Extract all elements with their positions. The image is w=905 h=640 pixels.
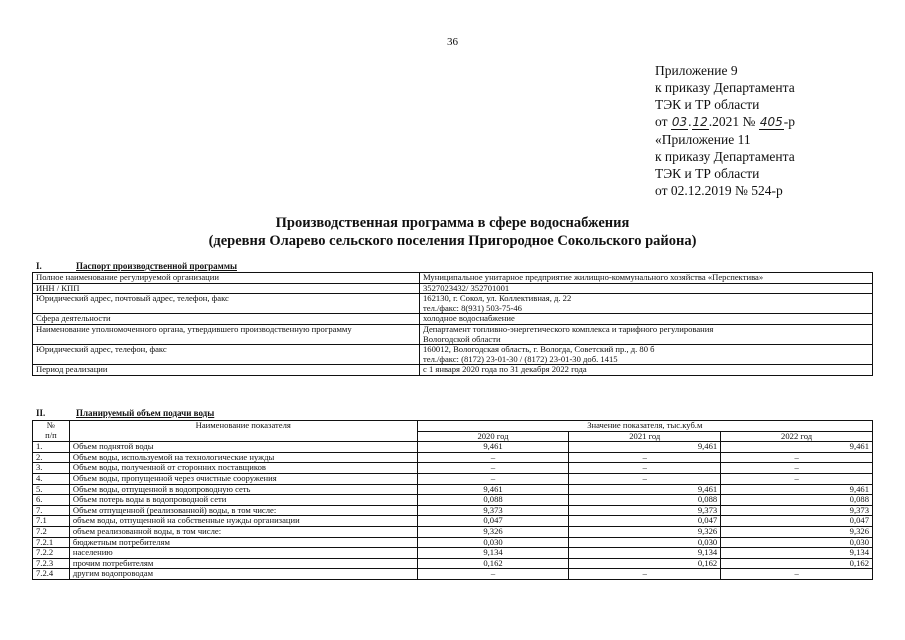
- row-number: 2.: [33, 452, 70, 463]
- value-2021: –: [569, 463, 721, 474]
- table-row: [33, 569, 873, 580]
- value-2021: –: [569, 452, 721, 463]
- row-name: Объем поднятой воды: [69, 442, 417, 453]
- value-2021: 0,030: [569, 537, 721, 548]
- row-number: 4.: [33, 473, 70, 484]
- passport-value: холодное водоснабжение: [423, 313, 515, 324]
- table-row: [33, 516, 873, 527]
- value-2022: –: [721, 473, 873, 484]
- value-2020: 9,134: [417, 548, 569, 559]
- value-2021: 9,461: [569, 442, 721, 453]
- value-2020: 0,162: [417, 558, 569, 569]
- value-2020: –: [417, 569, 569, 580]
- passport-key: Юридический адрес, телефон, факс: [33, 345, 420, 365]
- row-number: 1.: [33, 442, 70, 453]
- passport-value: Муниципальное унитарное предприятие жилищно-коммунального хозяйства «Перспектива»: [423, 272, 764, 282]
- value-2021: 0,047: [569, 516, 721, 527]
- value-2022: 9,326: [721, 526, 873, 537]
- passport-value-cell: [420, 273, 873, 284]
- passport-value: Департамент топливно-энергетического комплекса и тарифного регулирования: [423, 324, 714, 334]
- value-2020: 9,461: [417, 484, 569, 495]
- table-row: [33, 283, 873, 294]
- value-2020: 9,373: [417, 505, 569, 516]
- row-number: 7.1: [33, 516, 70, 527]
- passport-key: Сфера деятельности: [33, 314, 420, 325]
- passport-value-cell: [420, 294, 873, 314]
- row-number: 7.2.4: [33, 569, 70, 580]
- appendix-line: от 02.12.2019 № 524-р: [655, 183, 783, 198]
- value-2020: 0,088: [417, 495, 569, 506]
- table-row: [33, 294, 873, 314]
- appendix-year: .2021 №: [708, 114, 756, 129]
- value-2022: 9,461: [721, 442, 873, 453]
- row-name: другим водопроводам: [69, 569, 417, 580]
- table-row: [33, 473, 873, 484]
- table-row: [33, 442, 873, 453]
- value-2020: 9,326: [417, 526, 569, 537]
- value-2022: 9,134: [721, 548, 873, 559]
- page-number: 36: [447, 36, 458, 48]
- value-2021: 9,461: [569, 484, 721, 495]
- appendix-line: к приказу Департамента: [655, 80, 795, 95]
- value-2022: –: [721, 452, 873, 463]
- passport-value: с 1 января 2020 года по 31 декабря 2022 года: [423, 364, 587, 375]
- header-year-2021: 2021 год: [569, 431, 721, 442]
- row-number: 6.: [33, 495, 70, 506]
- passport-value: 160012, Вологодская область, г. Вологда, Советский пр., д. 80 б: [423, 344, 655, 355]
- section-title: Паспорт производственной программы: [76, 261, 237, 271]
- table-row: [33, 345, 873, 365]
- appendix-line: «Приложение 11: [655, 132, 751, 147]
- value-2021: –: [569, 473, 721, 484]
- passport-key: Период реализации: [33, 365, 420, 376]
- table-row: [33, 495, 873, 506]
- row-name: Объем потерь воды в водопроводной сети: [69, 495, 417, 506]
- value-2021: –: [569, 569, 721, 580]
- appendix-line: ТЭК и ТР области: [655, 97, 760, 112]
- row-name: Объем воды, используемой на технологические нужды: [69, 452, 417, 463]
- passport-value-line2: Вологодской области: [423, 333, 501, 344]
- row-number: 7.2.1: [33, 537, 70, 548]
- passport-value-cell: [420, 314, 873, 325]
- row-number: 3.: [33, 463, 70, 474]
- value-2020: –: [417, 452, 569, 463]
- table-row: [33, 365, 873, 376]
- section-number: II.: [36, 408, 46, 418]
- value-2020: 0,047: [417, 516, 569, 527]
- value-2022: 0,047: [721, 516, 873, 527]
- value-2022: 9,461: [721, 484, 873, 495]
- value-2022: 0,030: [721, 537, 873, 548]
- header-no-line2: п/п: [45, 429, 57, 440]
- value-2021: 0,162: [569, 558, 721, 569]
- section-title: Планируемый объем подачи воды: [76, 408, 215, 418]
- passport-value-line2: тел./факс: 8(931) 503-75-46: [423, 302, 522, 313]
- section1-heading: [36, 261, 237, 271]
- handwritten-day: 03: [671, 115, 688, 129]
- value-2020: –: [417, 473, 569, 484]
- appendix-prefix: от: [655, 114, 668, 129]
- value-2022: –: [721, 569, 873, 580]
- value-2020: –: [417, 463, 569, 474]
- value-2021: 0,088: [569, 495, 721, 506]
- table-row: [33, 526, 873, 537]
- value-2022: 9,373: [721, 505, 873, 516]
- passport-value: 162130, г. Сокол, ул. Коллективная, д. 22: [423, 293, 572, 304]
- passport-value-line2: тел./факс: (8172) 23-01-30 / (8172) 23-01-30 доб. 1415: [423, 353, 618, 364]
- row-name: бюджетным потребителям: [69, 537, 417, 548]
- value-2022: 0,162: [721, 558, 873, 569]
- passport-value-cell: [420, 365, 873, 376]
- appendix-line: ТЭК и ТР области: [655, 166, 760, 181]
- header-year-2022: 2022 год: [721, 431, 873, 442]
- table-row: [33, 324, 873, 344]
- passport-value: 3527023432/ 352701001: [423, 283, 510, 293]
- value-2022: 0,088: [721, 495, 873, 506]
- row-number: 5.: [33, 484, 70, 495]
- title-line: (деревня Оларево сельского поселения Пригородное Сокольского района): [208, 233, 697, 249]
- section-number: I.: [36, 261, 42, 271]
- passport-key: Юридический адрес, почтовый адрес, телефон, факс: [33, 294, 420, 314]
- value-2021: 9,326: [569, 526, 721, 537]
- table-row: [33, 558, 873, 569]
- passport-value-cell: [420, 324, 873, 344]
- row-name: Объем воды, пропущенной через очистные сооружения: [69, 473, 417, 484]
- header-year-2020: 2020 год: [417, 431, 569, 442]
- header-values: Значение показателя, тыс.куб.м: [417, 421, 872, 432]
- value-2021: 9,134: [569, 548, 721, 559]
- value-2020: 9,461: [417, 442, 569, 453]
- value-2021: 9,373: [569, 505, 721, 516]
- appendix-suffix: -р: [783, 114, 795, 129]
- table-header-row: [33, 421, 873, 432]
- section2-heading: [36, 408, 214, 418]
- appendix-dot: .: [688, 114, 692, 129]
- row-number: 7.2.2: [33, 548, 70, 559]
- passport-key: Полное наименование регулируемой организации: [33, 273, 420, 284]
- passport-key: Наименование уполномоченного органа, утвердившего производственную программу: [33, 324, 420, 344]
- table-row: [33, 505, 873, 516]
- row-name: населению: [69, 548, 417, 559]
- row-name: Объем воды, отпущенной в водопроводную сеть: [69, 484, 417, 495]
- appendix-line: Приложение 9: [655, 63, 738, 78]
- value-2020: 0,030: [417, 537, 569, 548]
- row-name: Объем воды, полученной от сторонних поставщиков: [69, 463, 417, 474]
- passport-value-cell: [420, 345, 873, 365]
- row-name: прочим потребителям: [69, 558, 417, 569]
- passport-value-cell: [420, 283, 873, 294]
- table-row: [33, 537, 873, 548]
- row-number: 7.2.3: [33, 558, 70, 569]
- header-no-line1: №: [46, 420, 56, 430]
- document-title: [0, 214, 905, 250]
- table-row: [33, 484, 873, 495]
- row-name: объем воды, отпущенной на собственные нужды организации: [69, 516, 417, 527]
- row-number: 7.: [33, 505, 70, 516]
- value-2022: –: [721, 463, 873, 474]
- title-line: Производственная программа в сфере водоснабжения: [275, 215, 630, 231]
- appendix-order-date: [655, 113, 795, 131]
- appendix-block: [655, 62, 795, 199]
- header-no: [33, 421, 70, 442]
- table-row: [33, 314, 873, 325]
- table-row: [33, 463, 873, 474]
- row-number: 7.2: [33, 526, 70, 537]
- row-name: Объем отпущенной (реализованной) воды, в том числе:: [69, 505, 417, 516]
- table-row: [33, 452, 873, 463]
- table-row: [33, 548, 873, 559]
- passport-key: ИНН / КПП: [33, 283, 420, 294]
- row-name: объем реализованной воды, в том числе:: [69, 526, 417, 537]
- water-volume-table: [32, 420, 873, 580]
- appendix-line: к приказу Департамента: [655, 149, 795, 164]
- handwritten-number: 405: [759, 115, 783, 129]
- passport-table: [32, 272, 873, 376]
- table-row: [33, 273, 873, 284]
- header-name: Наименование показателя: [69, 421, 417, 442]
- handwritten-month: 12: [692, 115, 708, 129]
